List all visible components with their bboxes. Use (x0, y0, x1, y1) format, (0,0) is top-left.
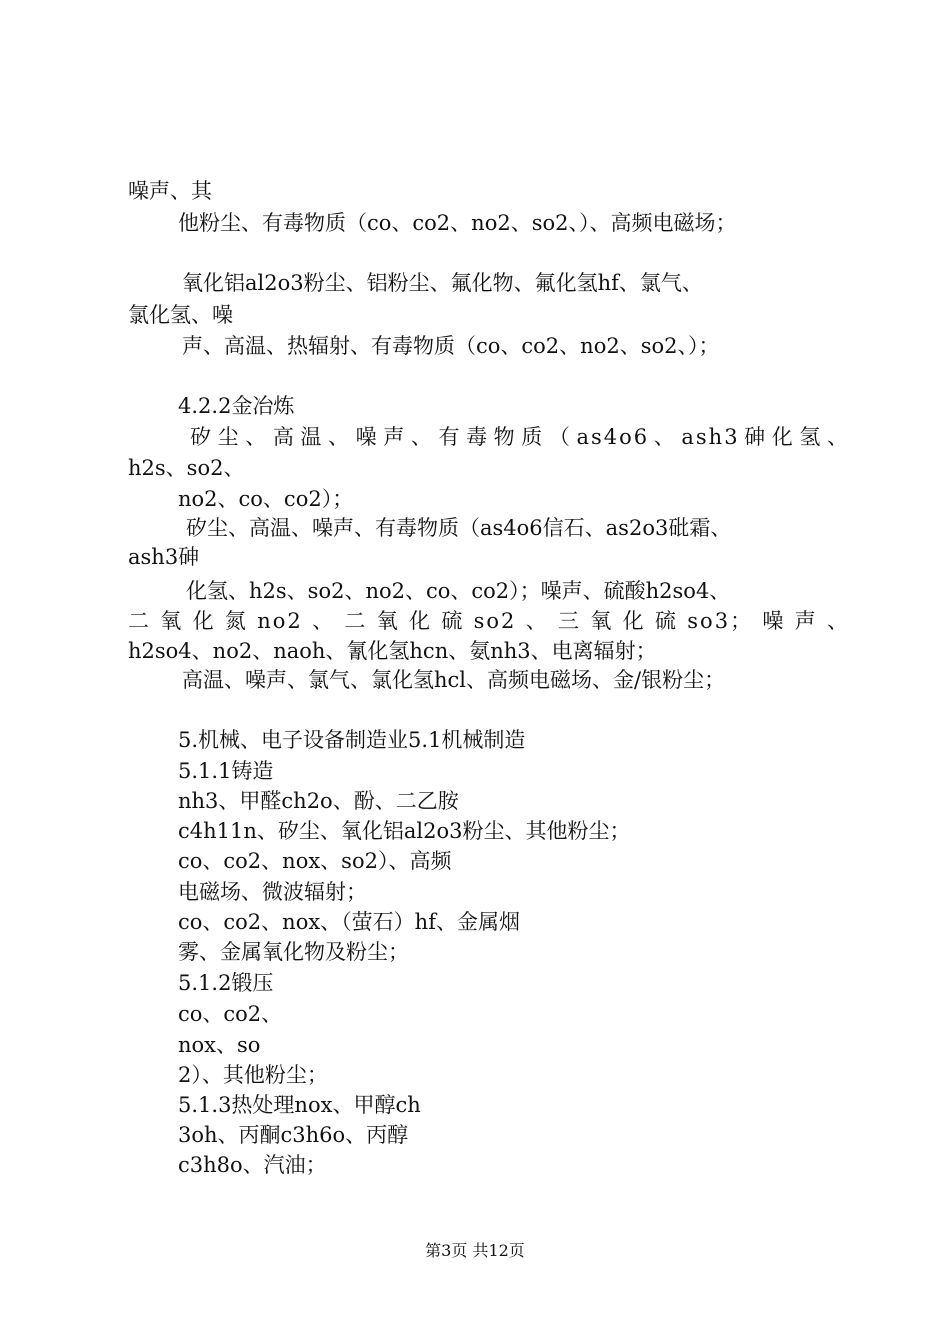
text-line: c4h11n、矽尘、氧化铝al2o3粉尘、其他粉尘； (178, 819, 631, 843)
section-heading: 5.1.1铸造 (178, 759, 274, 783)
text-line: h2s、so2、 (128, 456, 245, 480)
text-line: co、co2、nox、（萤石）hf、金属烟 (178, 910, 520, 934)
text-line: 氯化氢、噪 (128, 303, 233, 327)
text-line: 声、高温、热辐射、有毒物质（co、co2、no2、so2、）； (182, 334, 720, 358)
text-line: 噪声、其 (128, 179, 212, 203)
text-line: ash3砷 (128, 545, 200, 569)
section-heading: 5.1.3热处理nox、甲醇ch (178, 1093, 421, 1117)
text-line: 3oh、丙酮c3h6o、丙醇 (178, 1123, 409, 1147)
text-line: no2、co、co2）； (178, 487, 354, 511)
text-line: co、co2、 (178, 1002, 283, 1026)
text-line: c3h8o、汽油； (178, 1153, 327, 1177)
section-heading: 5.1.2锻压 (178, 971, 274, 995)
text-line: 二氧化氮no2、二氧化硫so2、三氧化硫so3；噪声、 (128, 609, 850, 633)
text-line: nox、so (178, 1033, 261, 1057)
text-line: co、co2、nox、so2）、高频 (178, 849, 452, 873)
text-line: 高温、噪声、氯气、氯化氢hcl、高频电磁场、金/银粉尘； (182, 668, 726, 692)
text-line: 他粉尘、有毒物质（co、co2、no2、so2、）、高频电磁场； (178, 211, 737, 235)
text-line: nh3、甲醛ch2o、酚、二乙胺 (178, 789, 459, 813)
text-line: 矽尘、高温、噪声、有毒物质（as4o6、ash3砷化氢、 (190, 425, 850, 449)
page-number-footer: 第3页 共12页 (425, 1241, 525, 1260)
text-line: 化氢、h2s、so2、no2、co、co2）；噪声、硫酸h2so4、 (186, 579, 731, 603)
text-line: 雾、金属氧化物及粉尘； (178, 940, 409, 964)
text-line: h2so4、no2、naoh、氰化氢hcn、氨nh3、电离辐射； (128, 639, 657, 663)
text-line: 氧化铝al2o3粉尘、铝粉尘、氟化物、氟化氢hf、氯气、 (182, 271, 703, 295)
text-line: 矽尘、高温、噪声、有毒物质（as4o6信石、as2o3砒霜、 (186, 516, 732, 540)
section-heading: 4.2.2金冶炼 (178, 394, 295, 418)
text-line: 电磁场、微波辐射； (178, 880, 367, 904)
section-heading: 5.机械、电子设备制造业5.1机械制造 (178, 728, 526, 752)
text-line: 2）、其他粉尘； (178, 1063, 328, 1087)
